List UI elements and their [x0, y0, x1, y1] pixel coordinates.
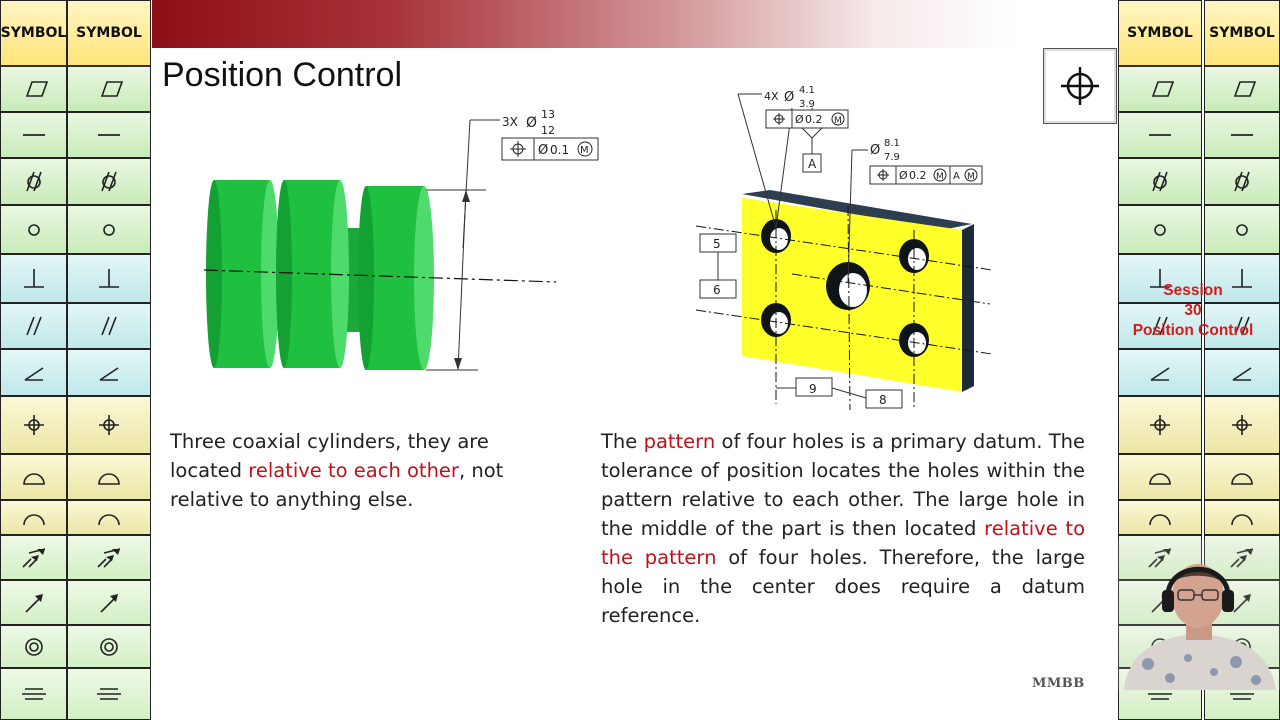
circularity-icon — [1227, 217, 1257, 243]
symbol-cell — [1, 113, 66, 159]
parallelism-icon — [94, 313, 124, 339]
symbol-cell — [1119, 67, 1201, 113]
parallelism-icon — [19, 313, 49, 339]
symmetry-icon — [19, 681, 49, 707]
symbol-cell — [1, 581, 66, 626]
holes-tolerance: 0.2 — [805, 113, 823, 126]
perpendicularity-icon — [19, 266, 49, 292]
symbol-cell — [1, 67, 66, 113]
position-icon — [19, 412, 49, 438]
symbol-cell — [1119, 350, 1201, 397]
flatness-icon — [1145, 76, 1175, 102]
perpendicularity-icon — [94, 266, 124, 292]
symbol-header: SYMBOL — [68, 1, 150, 67]
symbol-cell — [1, 206, 66, 255]
cylindricity-icon — [1227, 169, 1257, 195]
symbol-cell — [1205, 159, 1279, 206]
circular-runout-icon — [19, 590, 49, 616]
svg-text:Ø: Ø — [899, 169, 908, 182]
svg-text:Ø: Ø — [870, 143, 881, 158]
svg-text:Ø: Ø — [795, 113, 804, 126]
symbol-cell — [68, 113, 150, 159]
symbol-cell — [1, 159, 66, 206]
svg-text:Ø: Ø — [538, 143, 549, 158]
profile-of-line-icon — [94, 505, 124, 531]
cylinder-tolerance: 0.1 — [550, 143, 570, 157]
symbol-cell — [1205, 206, 1279, 255]
symbol-cell — [68, 501, 150, 536]
symbol-cell — [68, 397, 150, 455]
symbol-cell — [1119, 206, 1201, 255]
dimension-8: 8 — [879, 393, 887, 407]
symbol-cell — [1, 397, 66, 455]
circularity-icon — [1145, 217, 1175, 243]
position-icon — [1227, 412, 1257, 438]
session-label: Session 30 Position Control — [1132, 282, 1254, 339]
symbol-cell — [1, 304, 66, 350]
holes-count-label: 4X — [764, 90, 779, 103]
flatness-icon — [94, 76, 124, 102]
symbol-cell — [68, 626, 150, 669]
position-icon — [1145, 412, 1175, 438]
circularity-icon — [19, 217, 49, 243]
cylinder-count-label: 3X — [502, 115, 518, 129]
svg-text:M: M — [834, 116, 842, 126]
angularity-icon — [19, 360, 49, 386]
highlight-relative-to-pattern: relative to the pattern — [601, 517, 1085, 569]
symbol-cell — [1, 350, 66, 397]
position-symbol-button[interactable] — [1043, 48, 1117, 124]
coaxial-cylinders-figure — [200, 100, 620, 390]
straightness-icon — [1227, 122, 1257, 148]
symbol-column-left-1 — [0, 0, 67, 720]
position-icon — [94, 412, 124, 438]
holes-dia-min: 3.9 — [799, 99, 815, 110]
flatness-icon — [1227, 76, 1257, 102]
svg-text:M: M — [967, 172, 975, 182]
center-datum: A — [953, 171, 960, 182]
profile-of-surface-icon — [1145, 464, 1175, 490]
concentricity-icon — [94, 634, 124, 660]
symbol-cell — [68, 581, 150, 626]
concentricity-icon — [19, 634, 49, 660]
symbol-cell — [68, 536, 150, 581]
symbol-cell — [1205, 397, 1279, 455]
angularity-icon — [94, 360, 124, 386]
dimension-6: 6 — [713, 283, 721, 297]
symbol-cell — [68, 455, 150, 501]
symbol-cell — [68, 159, 150, 206]
symbol-cell — [1, 626, 66, 669]
symbol-cell — [1205, 113, 1279, 159]
center-tolerance: 0.2 — [909, 169, 927, 182]
total-runout-icon — [94, 545, 124, 571]
center-dia-min: 7.9 — [884, 152, 900, 163]
profile-of-line-icon — [1145, 505, 1175, 531]
symbol-cell — [68, 255, 150, 304]
symbol-cell — [1205, 350, 1279, 397]
symbol-cell — [1205, 67, 1279, 113]
profile-of-surface-icon — [94, 464, 124, 490]
symmetry-icon — [94, 681, 124, 707]
symbol-cell — [1119, 159, 1201, 206]
slide-title: Position Control — [162, 56, 403, 94]
symbol-cell — [1, 536, 66, 581]
symbol-header: SYMBOL — [1, 1, 66, 67]
profile-of-surface-icon — [19, 464, 49, 490]
straightness-icon — [94, 122, 124, 148]
profile-of-surface-icon — [1227, 464, 1257, 490]
cylinder-dia-max: 13 — [541, 108, 555, 121]
title-band — [152, 0, 1118, 48]
svg-text:M: M — [580, 145, 589, 156]
symbol-cell — [1119, 455, 1201, 501]
highlight-relative-each-other: relative to each other — [248, 459, 459, 482]
symbol-cell — [1, 255, 66, 304]
symbol-cell — [1119, 113, 1201, 159]
flatness-icon — [19, 76, 49, 102]
symbol-cell — [68, 350, 150, 397]
circular-runout-icon — [94, 590, 124, 616]
symbol-cell — [68, 67, 150, 113]
symbol-cell — [68, 206, 150, 255]
brand-label: MMBB — [1032, 676, 1085, 691]
profile-of-line-icon — [1227, 505, 1257, 531]
dimension-5: 5 — [713, 237, 721, 251]
symbol-cell — [1, 669, 66, 720]
profile-of-line-icon — [19, 505, 49, 531]
datum-a-label: A — [808, 157, 817, 171]
dimension-9: 9 — [809, 382, 817, 396]
cylindricity-icon — [19, 169, 49, 195]
symbol-cell — [1, 501, 66, 536]
straightness-icon — [1145, 122, 1175, 148]
symbol-cell — [1, 455, 66, 501]
center-dia-max: 8.1 — [884, 138, 900, 149]
svg-text:M: M — [936, 172, 944, 182]
circularity-icon — [94, 217, 124, 243]
symbol-cell — [1205, 501, 1279, 536]
cylindricity-icon — [1145, 169, 1175, 195]
left-description: Three coaxial cylinders, they are located relative to each other, not relative to anything else. — [170, 430, 504, 511]
position-icon — [1058, 64, 1102, 108]
slide — [152, 0, 1118, 720]
symbol-cell — [1205, 455, 1279, 501]
symbol-cell — [1119, 501, 1201, 536]
symbol-header: SYMBOL — [1119, 1, 1201, 67]
highlight-pattern: pattern — [643, 430, 716, 453]
angularity-icon — [1145, 360, 1175, 386]
symbol-cell — [1119, 397, 1201, 455]
total-runout-icon — [19, 545, 49, 571]
svg-text:Ø: Ø — [784, 90, 795, 105]
symbol-cell — [68, 669, 150, 720]
right-description: The pattern of four holes is a primary datum. The tolerance of position locates the holes within the pattern relative to each other. The large hole in the middle of the part is then located relative to the pattern of four holes. Therefore, the large hole in the center does require a datum reference. — [601, 430, 1085, 627]
symbol-header: SYMBOL — [1205, 1, 1279, 67]
hole-pattern-plate-figure — [692, 80, 1012, 420]
presenter-webcam — [1118, 540, 1280, 690]
angularity-icon — [1227, 360, 1257, 386]
straightness-icon — [19, 122, 49, 148]
symbol-cell — [68, 304, 150, 350]
svg-text:Ø: Ø — [526, 115, 538, 131]
symbol-column-left-2 — [67, 0, 151, 720]
cylindricity-icon — [94, 169, 124, 195]
cylinder-dia-min: 12 — [541, 124, 555, 137]
holes-dia-max: 4.1 — [799, 85, 815, 96]
